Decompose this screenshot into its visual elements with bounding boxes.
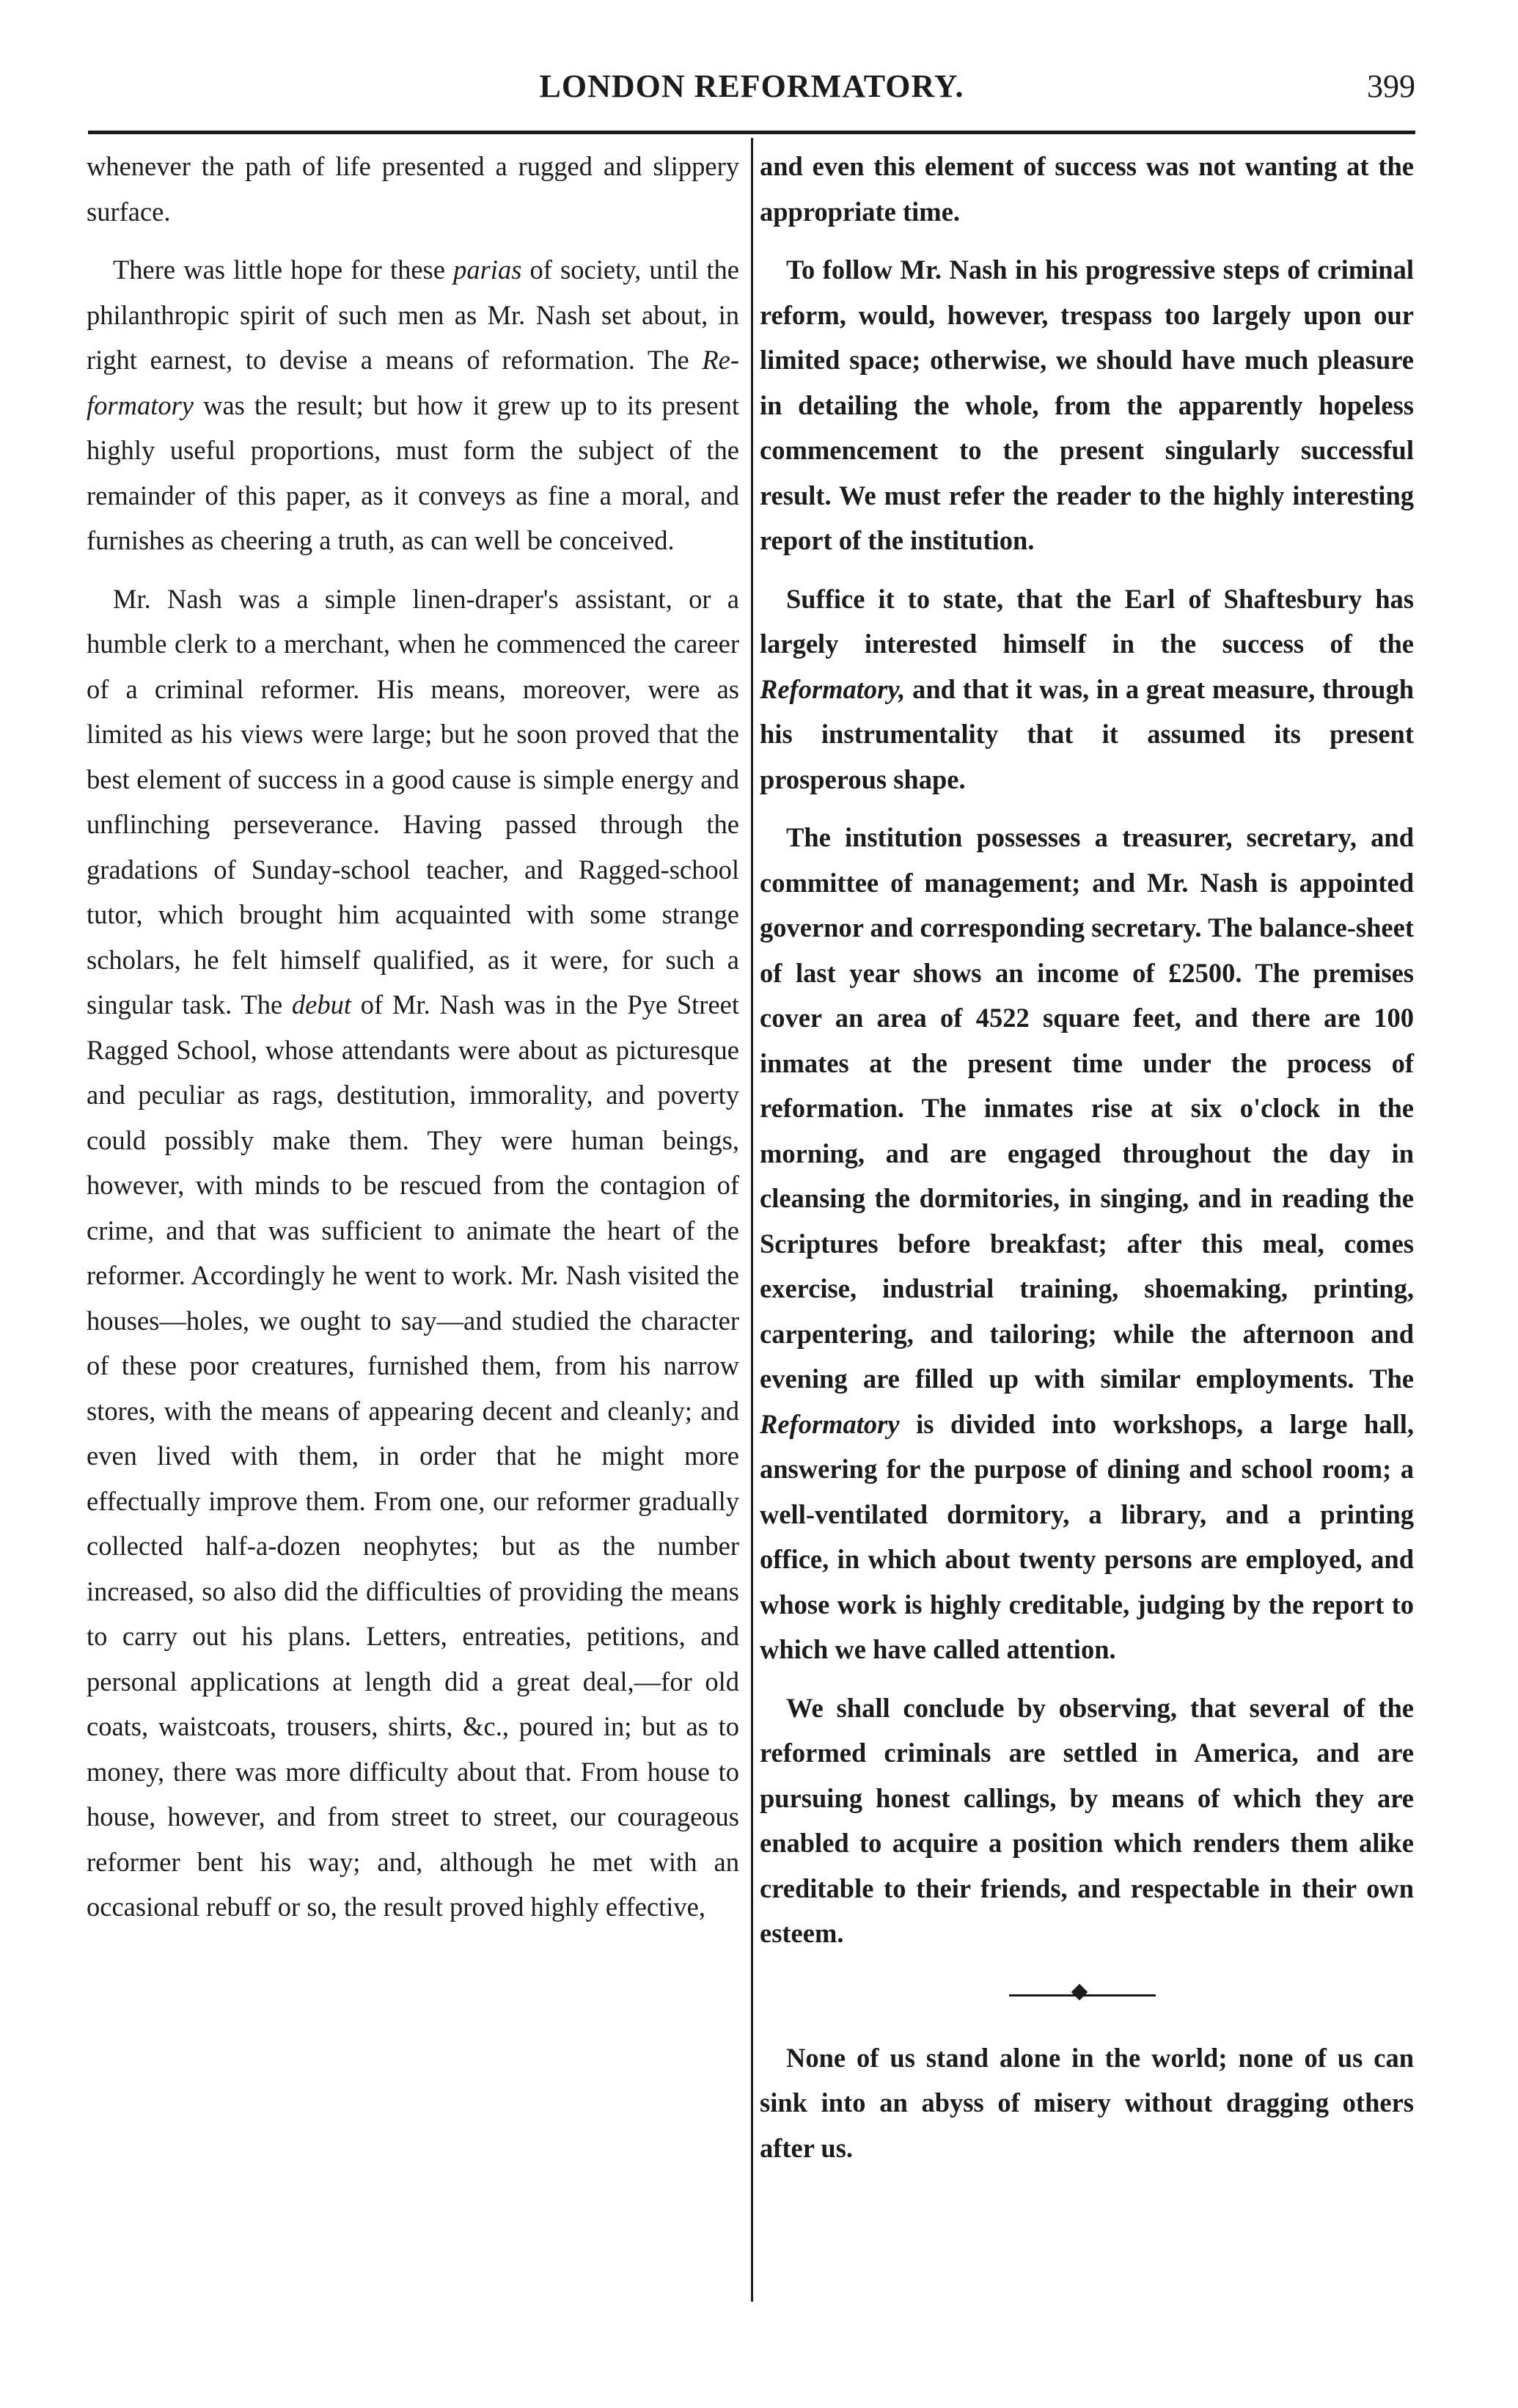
- text-run: None of us stand alone in the world; none of us can sink into an abyss of misery without dragging others after us.: [760, 2042, 1414, 2163]
- text-run: Mr. Nash was a simple linen-draper's assistant, or a humble clerk to a merchant, when he commenced the career of a criminal reformer. His means, moreover, were as limited as his views were large; but he soon proved that the best element of success in a good cause is simple energy and unflinching perseverance. Having passed through the gradations of Sunday-school teacher, and Ragged-school tutor, which brought him acquainted with some strange scholars, he felt himself qualified, as it were, for such a singular task. The: [87, 583, 739, 1020]
- paragraph: [760, 144, 1414, 234]
- text-run: was the result; but how it grew up to its present highly useful proportions, must form the subject of the remainder of this paper, as it conveys as fine a moral, and furnishes as cheering a truth, as can well be conceived.: [87, 389, 739, 555]
- header-rule: [88, 131, 1415, 134]
- text-run: The institution possesses a treasurer, secretary, and committee of management; and Mr. Nash is appointed governor and corresponding secretary. The balance-sheet of last year shows an income of £2500. The premises cover an area of 4522 square feet, and there are 100 inmates at the present time under the process of reformation. The inmates rise at six o'clock in the morning, and are engaged throughout the day in cleansing the dormitories, in singing, and in reading the Scriptures before breakfast; after this meal, comes exercise, industrial training, shoemaking, printing, carpentering, and tailoring; while the afternoon and evening are filled up with similar employments. The: [760, 822, 1414, 1394]
- right-column: [760, 144, 1414, 2184]
- italic-text: Re-formatory: [87, 345, 739, 420]
- diamond-ornament-icon: [1071, 1983, 1088, 2000]
- paragraph: [87, 577, 739, 1930]
- italic-text: parias: [453, 255, 522, 285]
- paragraph: [87, 144, 739, 234]
- text-run: There was little hope for these: [113, 255, 454, 285]
- paragraph: [87, 247, 739, 563]
- closing-quote: [760, 2035, 1414, 2171]
- paragraph: [760, 577, 1414, 802]
- text-run: We shall conclude by observing, that several of the reformed criminals are settled in America, and are pursuing honest callings, by means of which they are enabled to acquire a position which renders them alike creditable to their friends, and respectable in their own esteem.: [760, 1692, 1414, 1948]
- text-run: is divided into workshops, a large hall, answering for the purpose of dining and school room; a well-ventilated dormitory, a library, and a printing office, in which about twenty persons are employed, and whose work is highly creditable, judging by the report to which we have called attention.: [760, 1408, 1414, 1664]
- text-run: To follow Mr. Nash in his progressive steps of criminal reform, would, however, trespass too largely upon our limited space; otherwise, we should have much pleasure in detailing the whole, from the apparently hopeless commencement to the present singularly successful result. We must refer the reader to the highly interesting report of the institution.: [760, 255, 1414, 555]
- page-header: [88, 65, 1415, 116]
- text-run: Suffice it to state, that the Earl of Shaftesbury has largely interested himself in the success of the: [760, 583, 1414, 659]
- text-run: whenever the path of life presented a rugged and slippery surface.: [87, 151, 739, 227]
- italic-text: Reformatory: [760, 1408, 900, 1439]
- page-number: 399: [1367, 68, 1415, 104]
- section-separator: [760, 1975, 1414, 2015]
- text-run: of Mr. Nash was in the Pye Street Ragged School, whose attendants were about as picturesque and peculiar as rags, destitution, immorality, and poverty could possibly make them. They were human beings, however, with minds to be rescued from the contagion of crime, and that was sufficient to animate the heart of the reformer. Accordingly he went to work. Mr. Nash visited the houses—holes, we ought to say—and studied the character of these poor creatures, furnished them, from his narrow stores, with the means of appearing decent and cleanly; and even lived with them, in order that he might more effectually improve them. From one, our reformer gradually collected half-a-dozen neophytes; but as the number increased, so also did the difficulties of providing the means to carry out his plans. Letters, entreaties, petitions, and personal applications at length did a great deal,—for old coats, waistcoats, trousers, shirts, &c., poured in; but as to money, there was more difficulty about that. From house to house, however, and from street to street, our courageous reformer bent his way; and, although he met with an occasional rebuff or so, the result proved highly effective,: [87, 989, 739, 1922]
- text-run: and that it was, in a great measure, through his instrumentality that it assumed its present prosperous shape.: [760, 673, 1414, 794]
- column-rule: [751, 138, 753, 2302]
- text-run: of society, until the philanthropic spirit of such men as Mr. Nash set about, in right earnest, to devise a means of reformation. The: [87, 255, 740, 375]
- paragraph: [760, 815, 1414, 1672]
- paragraph: [760, 247, 1414, 563]
- italic-text: debut: [291, 989, 352, 1020]
- italic-text: Reformatory,: [760, 673, 906, 704]
- running-title: LONDON REFORMATORY.: [539, 68, 964, 104]
- paragraph: [760, 1686, 1414, 1956]
- left-column: [87, 144, 739, 1943]
- text-run: and even this element of success was not wanting at the appropriate time.: [760, 151, 1414, 227]
